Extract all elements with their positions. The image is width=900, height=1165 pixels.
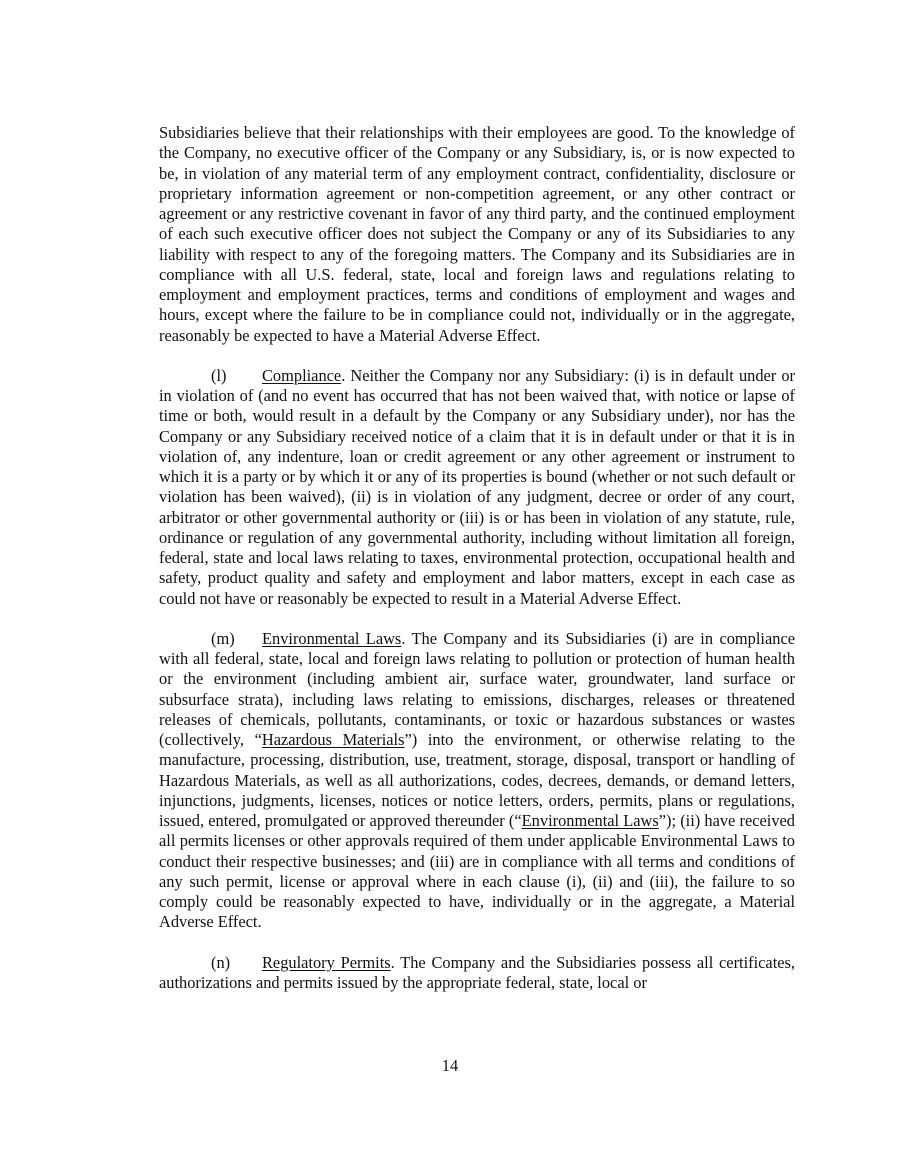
page-number: 14 bbox=[441, 1056, 459, 1075]
section-l-heading: Compliance bbox=[262, 365, 342, 385]
section-l-text: . Neither the Company nor any Subsidiary: (i) is in default under or in violation of (and no event has occurred that has not been waived that, with notice or lapse of time or both, would result in a default by the Company or any Subsidiary under), nor has the Company or any Subsidiary received notice of a claim that it is in default under or that it is in violation of, any indenture, loan or credit agreement or any other agreement or instrument to which it is a party or by which it or any of its properties is bound (whether or not such default or violation has been waived), (ii) is in violation of any judgment, decree or order of any court, arbitrator or other governmental authority or (iii) is or has been in violation of any statute, rule, ordinance or regulation of any governmental authority, including without limitation all foreign, federal, state and local laws relating to taxes, environmental protection, occupational health and safety, product quality and safety and employment and labor matters, except in each case as could not have or reasonably be expected to result in a Material Adverse Effect. bbox=[159, 365, 795, 608]
paragraph-intro-text: Subsidiaries believe that their relationships with their employees are good. To the knowledge of the Company, no executive officer of the Company or any Subsidiary, is, or is now expected to be, in violation of any material term of any employment contract, confidentiality, disclosure or proprietary information agreement or non-competition agreement, or any other contract or agreement or any restrictive covenant in favor of any third party, and the continued employment of each such executive officer does not subject the Company or any of its Subsidiaries to any liability with respect to any of the foregoing matters. The Company and its Subsidiaries are in compliance with all U.S. federal, state, local and foreign laws and regulations relating to employment and employment practices, terms and conditions of employment and wages and hours, except where the failure to be in compliance could not, individually or in the aggregate, reasonably be expected to have a Material Adverse Effect. bbox=[159, 123, 795, 345]
section-n-regulatory-permits bbox=[159, 953, 795, 994]
section-m-text-1: . The Company and its Subsidiaries (i) are in compliance with all federal, state, local and foreign laws relating to pollution or protection of human health or the environment (including ambient air, surface water, groundwater, land surface or subsurface strata), including laws relating to emissions, discharges, releases or threatened releases of chemicals, pollutants, contaminants, or toxic or hazardous substances or wastes (collectively, “ bbox=[159, 628, 795, 749]
defined-term-hazardous-materials: Hazardous Materials bbox=[261, 730, 405, 749]
section-n-heading: Regulatory Permits bbox=[262, 952, 391, 972]
section-m-environmental-laws bbox=[159, 629, 795, 933]
section-m-heading: Environmental Laws bbox=[262, 628, 402, 648]
section-m-text-3: ”); (ii) have received all permits licenses or other approvals required of them under applicable Environmental Laws to conduct their respective businesses; and (iii) are in compliance with all terms and conditions of any such permit, license or approval where in each clause (i), (ii) and (iii), the failure to so comply could be reasonably expected to have, individually or in the aggregate, a Material Adverse Effect. bbox=[159, 811, 795, 932]
paragraph-intro bbox=[159, 123, 795, 346]
section-m-text-2: ”) into the environment, or otherwise relating to the manufacture, processing, distribution, use, treatment, storage, disposal, transport or handling of Hazardous Materials, as well as all authorizations, codes, decrees, demands, or demand letters, injunctions, judgments, licenses, notices or notice letters, orders, permits, plans or regulations, issued, entered, promulgated or approved thereunder (“ bbox=[159, 730, 795, 830]
document-body bbox=[159, 123, 795, 1013]
section-l-number: (l) bbox=[211, 365, 227, 385]
defined-term-environmental-laws: Environmental Laws bbox=[521, 811, 659, 830]
section-l-compliance bbox=[159, 366, 795, 609]
section-n-number: (n) bbox=[211, 952, 231, 972]
section-m-number: (m) bbox=[211, 628, 235, 648]
section-n-text: . The Company and the Subsidiaries possess all certificates, authorizations and permits issued by the appropriate federal, state, local or bbox=[159, 952, 796, 992]
